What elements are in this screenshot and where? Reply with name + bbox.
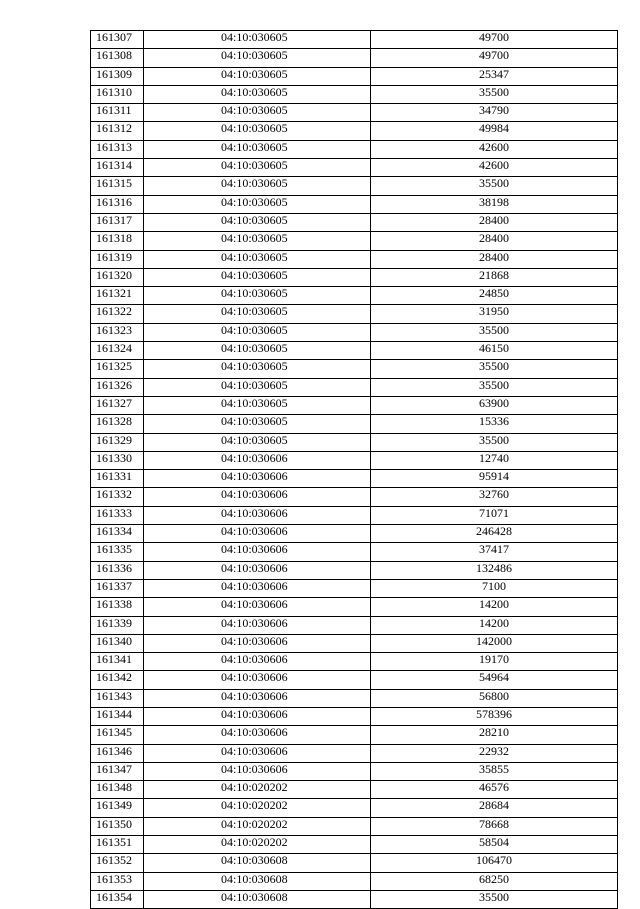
row-value-cell: 15336 bbox=[371, 415, 618, 433]
row-code-cell: 04:10:030606 bbox=[144, 634, 371, 652]
table-row bbox=[91, 488, 618, 506]
row-value-cell: 63900 bbox=[371, 396, 618, 414]
row-id-cell: 161333 bbox=[91, 506, 144, 524]
row-code-cell: 04:10:030605 bbox=[144, 323, 371, 341]
row-value-cell: 35500 bbox=[371, 177, 618, 195]
row-id-cell: 161307 bbox=[91, 31, 144, 49]
row-id-cell: 161337 bbox=[91, 579, 144, 597]
row-code-cell: 04:10:030605 bbox=[144, 415, 371, 433]
row-code-cell: 04:10:030608 bbox=[144, 854, 371, 872]
table-row bbox=[91, 817, 618, 835]
row-value-cell: 46150 bbox=[371, 342, 618, 360]
row-value-cell: 142000 bbox=[371, 634, 618, 652]
row-code-cell: 04:10:030605 bbox=[144, 140, 371, 158]
row-id-cell: 161328 bbox=[91, 415, 144, 433]
row-id-cell: 161336 bbox=[91, 561, 144, 579]
row-id-cell: 161340 bbox=[91, 634, 144, 652]
table-row bbox=[91, 762, 618, 780]
row-code-cell: 04:10:030605 bbox=[144, 85, 371, 103]
row-code-cell: 04:10:030606 bbox=[144, 726, 371, 744]
row-value-cell: 71071 bbox=[371, 506, 618, 524]
table-row bbox=[91, 360, 618, 378]
table-row bbox=[91, 671, 618, 689]
table-row bbox=[91, 744, 618, 762]
row-value-cell: 12740 bbox=[371, 451, 618, 469]
table-row bbox=[91, 140, 618, 158]
table-row bbox=[91, 378, 618, 396]
row-value-cell: 24850 bbox=[371, 287, 618, 305]
row-value-cell: 54964 bbox=[371, 671, 618, 689]
table-row bbox=[91, 799, 618, 817]
row-value-cell: 28684 bbox=[371, 799, 618, 817]
row-id-cell: 161323 bbox=[91, 323, 144, 341]
table-row bbox=[91, 159, 618, 177]
row-value-cell: 42600 bbox=[371, 140, 618, 158]
row-id-cell: 161331 bbox=[91, 470, 144, 488]
row-id-cell: 161320 bbox=[91, 268, 144, 286]
row-code-cell: 04:10:020202 bbox=[144, 817, 371, 835]
row-code-cell: 04:10:030605 bbox=[144, 433, 371, 451]
row-code-cell: 04:10:030606 bbox=[144, 671, 371, 689]
row-code-cell: 04:10:030606 bbox=[144, 689, 371, 707]
row-value-cell: 578396 bbox=[371, 707, 618, 725]
row-id-cell: 161353 bbox=[91, 872, 144, 890]
row-value-cell: 19170 bbox=[371, 653, 618, 671]
row-code-cell: 04:10:030606 bbox=[144, 762, 371, 780]
row-value-cell: 35500 bbox=[371, 433, 618, 451]
row-code-cell: 04:10:030606 bbox=[144, 525, 371, 543]
row-code-cell: 04:10:030605 bbox=[144, 250, 371, 268]
table-row bbox=[91, 396, 618, 414]
row-code-cell: 04:10:030608 bbox=[144, 890, 371, 908]
row-code-cell: 04:10:030606 bbox=[144, 451, 371, 469]
row-code-cell: 04:10:030605 bbox=[144, 31, 371, 49]
row-value-cell: 34790 bbox=[371, 104, 618, 122]
row-id-cell: 161350 bbox=[91, 817, 144, 835]
row-value-cell: 35855 bbox=[371, 762, 618, 780]
row-code-cell: 04:10:030605 bbox=[144, 232, 371, 250]
row-code-cell: 04:10:030605 bbox=[144, 268, 371, 286]
row-value-cell: 31950 bbox=[371, 305, 618, 323]
table-row bbox=[91, 49, 618, 67]
row-code-cell: 04:10:030605 bbox=[144, 305, 371, 323]
row-value-cell: 21868 bbox=[371, 268, 618, 286]
row-id-cell: 161314 bbox=[91, 159, 144, 177]
row-id-cell: 161308 bbox=[91, 49, 144, 67]
row-code-cell: 04:10:030605 bbox=[144, 213, 371, 231]
row-code-cell: 04:10:030605 bbox=[144, 360, 371, 378]
table-row bbox=[91, 689, 618, 707]
row-code-cell: 04:10:030606 bbox=[144, 470, 371, 488]
row-id-cell: 161318 bbox=[91, 232, 144, 250]
row-id-cell: 161322 bbox=[91, 305, 144, 323]
row-value-cell: 49700 bbox=[371, 31, 618, 49]
row-id-cell: 161349 bbox=[91, 799, 144, 817]
row-id-cell: 161348 bbox=[91, 781, 144, 799]
table-row bbox=[91, 415, 618, 433]
table-row bbox=[91, 525, 618, 543]
row-id-cell: 161354 bbox=[91, 890, 144, 908]
table-row bbox=[91, 781, 618, 799]
row-id-cell: 161319 bbox=[91, 250, 144, 268]
row-id-cell: 161316 bbox=[91, 195, 144, 213]
row-code-cell: 04:10:020202 bbox=[144, 799, 371, 817]
row-value-cell: 95914 bbox=[371, 470, 618, 488]
table-row bbox=[91, 67, 618, 85]
table-row bbox=[91, 342, 618, 360]
table-row bbox=[91, 707, 618, 725]
row-code-cell: 04:10:030605 bbox=[144, 104, 371, 122]
row-code-cell: 04:10:030606 bbox=[144, 616, 371, 634]
table-row bbox=[91, 31, 618, 49]
row-value-cell: 35500 bbox=[371, 890, 618, 908]
row-id-cell: 161329 bbox=[91, 433, 144, 451]
table-row bbox=[91, 268, 618, 286]
data-table bbox=[90, 30, 618, 909]
row-value-cell: 35500 bbox=[371, 360, 618, 378]
row-code-cell: 04:10:030606 bbox=[144, 707, 371, 725]
row-code-cell: 04:10:020202 bbox=[144, 781, 371, 799]
row-code-cell: 04:10:030606 bbox=[144, 506, 371, 524]
row-value-cell: 46576 bbox=[371, 781, 618, 799]
table-row bbox=[91, 561, 618, 579]
table-row bbox=[91, 543, 618, 561]
row-id-cell: 161311 bbox=[91, 104, 144, 122]
row-id-cell: 161332 bbox=[91, 488, 144, 506]
table-row bbox=[91, 433, 618, 451]
table-row bbox=[91, 287, 618, 305]
row-id-cell: 161342 bbox=[91, 671, 144, 689]
row-id-cell: 161334 bbox=[91, 525, 144, 543]
row-value-cell: 78668 bbox=[371, 817, 618, 835]
row-id-cell: 161327 bbox=[91, 396, 144, 414]
row-code-cell: 04:10:030606 bbox=[144, 579, 371, 597]
row-code-cell: 04:10:030606 bbox=[144, 488, 371, 506]
row-value-cell: 68250 bbox=[371, 872, 618, 890]
row-value-cell: 49984 bbox=[371, 122, 618, 140]
row-value-cell: 14200 bbox=[371, 598, 618, 616]
table-row bbox=[91, 232, 618, 250]
table-row bbox=[91, 579, 618, 597]
row-code-cell: 04:10:030605 bbox=[144, 342, 371, 360]
row-value-cell: 246428 bbox=[371, 525, 618, 543]
row-value-cell: 106470 bbox=[371, 854, 618, 872]
row-id-cell: 161338 bbox=[91, 598, 144, 616]
row-value-cell: 7100 bbox=[371, 579, 618, 597]
row-value-cell: 28400 bbox=[371, 250, 618, 268]
row-code-cell: 04:10:030606 bbox=[144, 653, 371, 671]
table-row bbox=[91, 451, 618, 469]
table-row bbox=[91, 506, 618, 524]
row-code-cell: 04:10:030608 bbox=[144, 872, 371, 890]
table-row bbox=[91, 616, 618, 634]
table-row bbox=[91, 85, 618, 103]
row-code-cell: 04:10:030606 bbox=[144, 543, 371, 561]
row-code-cell: 04:10:030605 bbox=[144, 396, 371, 414]
row-id-cell: 161341 bbox=[91, 653, 144, 671]
row-code-cell: 04:10:030605 bbox=[144, 159, 371, 177]
table-row bbox=[91, 872, 618, 890]
row-value-cell: 28400 bbox=[371, 213, 618, 231]
table-row bbox=[91, 634, 618, 652]
row-id-cell: 161312 bbox=[91, 122, 144, 140]
row-id-cell: 161321 bbox=[91, 287, 144, 305]
table-row bbox=[91, 213, 618, 231]
row-id-cell: 161347 bbox=[91, 762, 144, 780]
row-value-cell: 42600 bbox=[371, 159, 618, 177]
table-row bbox=[91, 195, 618, 213]
row-id-cell: 161351 bbox=[91, 836, 144, 854]
row-code-cell: 04:10:030605 bbox=[144, 378, 371, 396]
row-id-cell: 161309 bbox=[91, 67, 144, 85]
row-value-cell: 35500 bbox=[371, 85, 618, 103]
table-row bbox=[91, 653, 618, 671]
row-id-cell: 161324 bbox=[91, 342, 144, 360]
table-row bbox=[91, 836, 618, 854]
table-row bbox=[91, 122, 618, 140]
table-row bbox=[91, 470, 618, 488]
row-code-cell: 04:10:030605 bbox=[144, 177, 371, 195]
row-value-cell: 14200 bbox=[371, 616, 618, 634]
table-body bbox=[91, 31, 618, 909]
table-row bbox=[91, 726, 618, 744]
table-row bbox=[91, 890, 618, 908]
table-row bbox=[91, 305, 618, 323]
row-id-cell: 161330 bbox=[91, 451, 144, 469]
row-id-cell: 161315 bbox=[91, 177, 144, 195]
row-code-cell: 04:10:030606 bbox=[144, 598, 371, 616]
table-row bbox=[91, 598, 618, 616]
row-code-cell: 04:10:030606 bbox=[144, 561, 371, 579]
row-id-cell: 161325 bbox=[91, 360, 144, 378]
row-value-cell: 49700 bbox=[371, 49, 618, 67]
row-id-cell: 161339 bbox=[91, 616, 144, 634]
row-id-cell: 161335 bbox=[91, 543, 144, 561]
table-row bbox=[91, 177, 618, 195]
row-id-cell: 161317 bbox=[91, 213, 144, 231]
row-value-cell: 28210 bbox=[371, 726, 618, 744]
row-value-cell: 56800 bbox=[371, 689, 618, 707]
row-code-cell: 04:10:020202 bbox=[144, 836, 371, 854]
table-row bbox=[91, 854, 618, 872]
row-value-cell: 25347 bbox=[371, 67, 618, 85]
row-id-cell: 161346 bbox=[91, 744, 144, 762]
row-value-cell: 38198 bbox=[371, 195, 618, 213]
row-id-cell: 161344 bbox=[91, 707, 144, 725]
row-code-cell: 04:10:030605 bbox=[144, 287, 371, 305]
row-id-cell: 161310 bbox=[91, 85, 144, 103]
table-row bbox=[91, 104, 618, 122]
table-row bbox=[91, 323, 618, 341]
row-id-cell: 161345 bbox=[91, 726, 144, 744]
row-code-cell: 04:10:030606 bbox=[144, 744, 371, 762]
row-id-cell: 161326 bbox=[91, 378, 144, 396]
row-code-cell: 04:10:030605 bbox=[144, 122, 371, 140]
row-code-cell: 04:10:030605 bbox=[144, 195, 371, 213]
row-id-cell: 161313 bbox=[91, 140, 144, 158]
row-id-cell: 161343 bbox=[91, 689, 144, 707]
table-row bbox=[91, 250, 618, 268]
row-value-cell: 132486 bbox=[371, 561, 618, 579]
row-value-cell: 37417 bbox=[371, 543, 618, 561]
row-value-cell: 35500 bbox=[371, 378, 618, 396]
row-value-cell: 58504 bbox=[371, 836, 618, 854]
row-value-cell: 28400 bbox=[371, 232, 618, 250]
row-value-cell: 22932 bbox=[371, 744, 618, 762]
row-code-cell: 04:10:030605 bbox=[144, 67, 371, 85]
document-page bbox=[90, 30, 617, 909]
row-code-cell: 04:10:030605 bbox=[144, 49, 371, 67]
row-value-cell: 35500 bbox=[371, 323, 618, 341]
row-id-cell: 161352 bbox=[91, 854, 144, 872]
row-value-cell: 32760 bbox=[371, 488, 618, 506]
